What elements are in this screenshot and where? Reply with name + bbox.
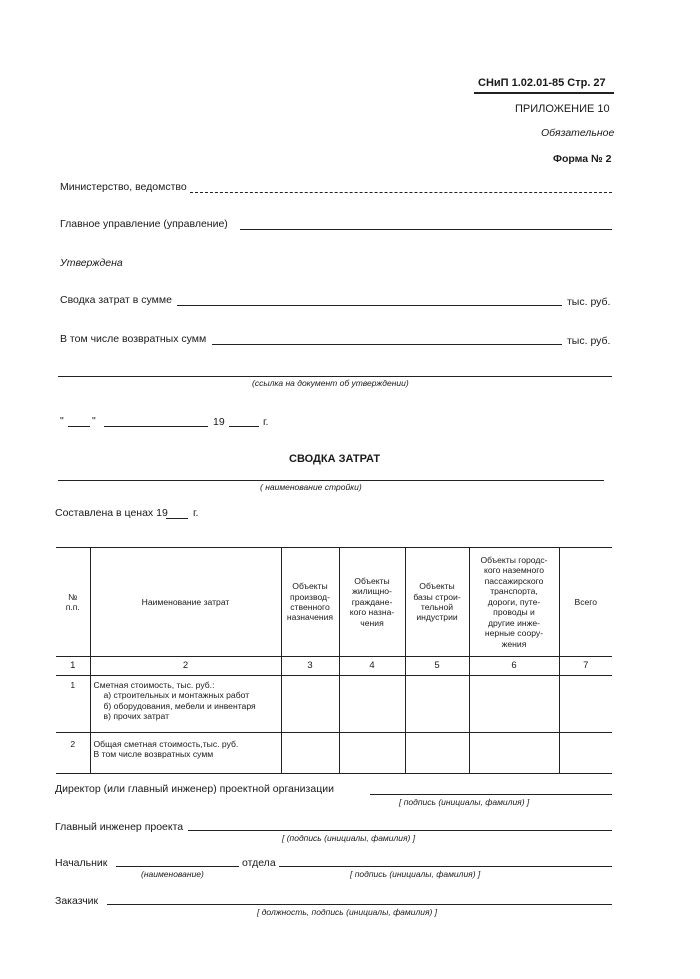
customer-label: Заказчик bbox=[55, 895, 99, 907]
table-cell[interactable] bbox=[281, 676, 339, 733]
ministry-label: Министерство, ведомство bbox=[60, 181, 187, 193]
head-label: Начальник bbox=[55, 857, 108, 869]
column-number-row bbox=[56, 657, 612, 676]
date-month-field[interactable] bbox=[104, 426, 208, 427]
column-number: 5 bbox=[405, 657, 469, 676]
sum-field[interactable] bbox=[177, 305, 562, 306]
document-reference: СНиП 1.02.01-85 Стр. 27 bbox=[478, 77, 606, 89]
table-cell[interactable] bbox=[405, 733, 469, 774]
header-underline bbox=[474, 92, 614, 94]
sum-label: Сводка затрат в сумме bbox=[60, 294, 172, 306]
row-cost-name: Сметная стоимость, тыс. руб.: а) строительных и монтажных работ б) оборудования, мебели и инвентаря в) прочих затрат bbox=[90, 676, 281, 733]
returnable-label: В том числе возвратных сумм bbox=[60, 333, 207, 345]
customer-caption: [ должность, подпись (инициалы, фамилия) ] bbox=[257, 907, 438, 917]
table-cell[interactable] bbox=[559, 733, 612, 774]
date-open-quote: " bbox=[60, 415, 64, 427]
date-day-field[interactable] bbox=[68, 426, 90, 427]
column-number: 1 bbox=[56, 657, 90, 676]
summary-title: СВОДКА ЗАТРАТ bbox=[289, 453, 381, 465]
header-cell-cost-name: Наименование затрат bbox=[90, 548, 281, 657]
chief-engineer-caption: [ (подпись (инициалы, фамилия) ] bbox=[282, 833, 416, 843]
approved-label: Утверждена bbox=[60, 257, 123, 269]
head-signature-field[interactable] bbox=[279, 866, 612, 867]
column-number: 6 bbox=[469, 657, 559, 676]
sum-unit: тыс. руб. bbox=[567, 296, 611, 308]
prices-year-field[interactable] bbox=[166, 518, 188, 519]
main-dept-field[interactable] bbox=[240, 229, 612, 230]
row-number: 1 bbox=[56, 676, 90, 733]
header-cell-construction-base: Объекты базы строи- тельной индустрии bbox=[405, 548, 469, 657]
dept-name-caption: (наименование) bbox=[141, 869, 204, 879]
date-suffix: г. bbox=[263, 416, 269, 428]
prices-suffix: г. bbox=[193, 507, 199, 519]
date-year-prefix: 19 bbox=[213, 416, 225, 428]
header-cell-production: Объекты производ- ственного назначения bbox=[281, 548, 339, 657]
director-caption: [ подпись (инициалы, фамилия) ] bbox=[399, 797, 530, 807]
date-close-quote: " bbox=[92, 415, 96, 427]
ministry-field[interactable] bbox=[190, 192, 612, 193]
table-cell[interactable] bbox=[339, 733, 405, 774]
table-cell[interactable] bbox=[281, 733, 339, 774]
table-header-row bbox=[56, 548, 612, 657]
approval-ref-caption: (ссылка на документ об утверждении) bbox=[252, 378, 409, 388]
mandatory-label: Обязательное bbox=[541, 127, 615, 139]
table-row bbox=[56, 733, 612, 774]
header-cell-transport: Объекты городс- кого наземного пассажирского транспорта, дороги, путе- проводы и другие инже- нерные соору- жения bbox=[469, 548, 559, 657]
table-cell[interactable] bbox=[339, 676, 405, 733]
cost-summary-table bbox=[56, 547, 612, 774]
date-year-field[interactable] bbox=[229, 426, 259, 427]
table-cell[interactable] bbox=[469, 733, 559, 774]
row-number: 2 bbox=[56, 733, 90, 774]
form-number: Форма № 2 bbox=[553, 153, 612, 165]
column-number: 7 bbox=[559, 657, 612, 676]
approval-ref-field[interactable] bbox=[58, 376, 612, 377]
column-number: 4 bbox=[339, 657, 405, 676]
table-row bbox=[56, 676, 612, 733]
chief-engineer-label: Главный инженер проекта bbox=[55, 821, 184, 833]
director-label: Директор (или главный инженер) проектной организации bbox=[55, 783, 334, 795]
head-caption: [ подпись (инициалы, фамилия) ] bbox=[350, 869, 481, 879]
column-number: 3 bbox=[281, 657, 339, 676]
returnable-field[interactable] bbox=[212, 344, 562, 345]
dept-label: отдела bbox=[242, 857, 276, 869]
prices-label: Составлена в ценах 19 bbox=[55, 507, 168, 519]
customer-signature-field[interactable] bbox=[107, 904, 612, 905]
appendix-label: ПРИЛОЖЕНИЕ 10 bbox=[515, 103, 610, 115]
director-signature-field[interactable] bbox=[370, 794, 612, 795]
chief-engineer-signature-field[interactable] bbox=[188, 830, 612, 831]
header-cell-total: Всего bbox=[559, 548, 612, 657]
returnable-unit: тыс. руб. bbox=[567, 335, 611, 347]
row-cost-name: Общая сметная стоимость,тыс. руб. В том числе возвратных сумм bbox=[90, 733, 281, 774]
header-cell-number: № п.п. bbox=[56, 548, 90, 657]
table-cell[interactable] bbox=[405, 676, 469, 733]
column-number: 2 bbox=[90, 657, 281, 676]
construction-caption: ( наименование стройки) bbox=[260, 482, 362, 492]
table-cell[interactable] bbox=[559, 676, 612, 733]
construction-name-field[interactable] bbox=[58, 480, 604, 481]
header-cell-housing: Объекты жилищно- граждане- кого назна- чения bbox=[339, 548, 405, 657]
table-cell[interactable] bbox=[469, 676, 559, 733]
main-dept-label: Главное управление (управление) bbox=[60, 218, 228, 230]
dept-name-field[interactable] bbox=[116, 866, 239, 867]
